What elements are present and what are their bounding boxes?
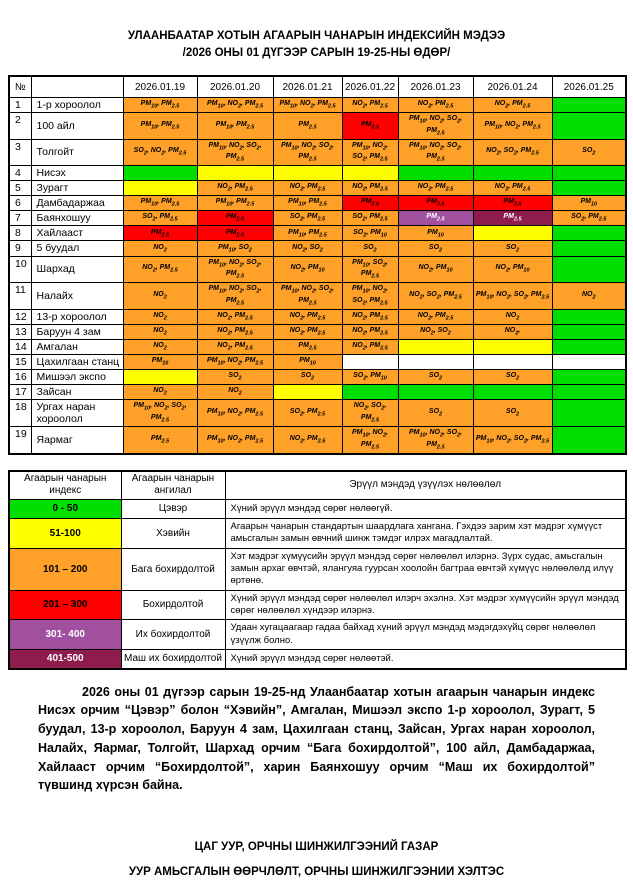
aqi-cell: $PM_{10}$, $PM_{2.5}$	[197, 112, 273, 139]
aqi-cell	[342, 354, 398, 369]
aqi-cell: $SO_2$	[398, 400, 473, 427]
aqi-cell: $PM_{10}$, $NO_2$, $PM_{2.5}$	[197, 354, 273, 369]
aqi-cell: $PM_{2.5}$	[342, 196, 398, 211]
row-number: 7	[9, 211, 31, 226]
station-name: Амгалан	[31, 339, 123, 354]
aqi-cell: $PM_{10}$, $NO_2$, $SO_2$, $PM_{2.5}$	[473, 283, 552, 310]
title-line1: УЛААНБААТАР ХОТЫН АГААРЫН ЧАНАРЫН ИНДЕКСИЙН МЭДЭЭ	[127, 30, 506, 42]
aqi-cell: $PM_{2.5}$	[473, 196, 552, 211]
aqi-cell: $NO_2$	[123, 339, 197, 354]
aqi-cell: $NO_2$, $PM_{2.5}$	[197, 324, 273, 339]
aqi-cell	[473, 385, 552, 400]
aqi-cell: $PM_{10}$, $PM_{2.5}$	[273, 196, 342, 211]
aqi-cell: $PM_{10}$, $NO_2$, $SO_2$, $PM_{2.5}$	[197, 256, 273, 283]
legend-header-row	[9, 471, 626, 500]
row-number: 11	[9, 283, 31, 310]
station-name: Ургах наран хороолол	[31, 400, 123, 427]
aqi-cell	[342, 385, 398, 400]
index-range: 51-100	[9, 518, 121, 548]
aqi-cell: $NO_2$, $PM_{2.5}$	[398, 97, 473, 112]
index-range: 101 – 200	[9, 548, 121, 590]
health-effect: Хүний эрүүл мэндэд сөрөг нөлөөтэй.	[225, 650, 626, 669]
aqi-cell: $NO_2$	[552, 283, 626, 310]
legend-row	[9, 548, 626, 590]
table-row	[9, 166, 626, 181]
aqi-cell: $NO_2$, $SO_2$	[273, 241, 342, 256]
aqi-cell: $PM_{10}$, $NO_2$, $SO_2$, $PM_{2.5}$	[273, 283, 342, 310]
aqi-cell	[552, 339, 626, 354]
aqi-cell: $PM_{2.5}$	[123, 427, 197, 454]
table-row	[9, 241, 626, 256]
table-row	[9, 139, 626, 166]
footer-line2: УУР АМЬСГАЛЫН ӨӨРЧЛӨЛТ, ОРЧНЫ ШИНЖИЛГЭЭНИИ ХЭЛТЭС	[128, 866, 505, 879]
footer-line1: ЦАГ УУР, ОРЧНЫ ШИНЖИЛГЭЭНИЙ ГАЗАР	[194, 841, 439, 853]
station-name: 13-р хороолол	[31, 309, 123, 324]
row-number: 12	[9, 309, 31, 324]
aqi-cell	[123, 181, 197, 196]
aqi-cell: $SO_2$	[473, 370, 552, 385]
aqi-cell: $SO_2$	[342, 241, 398, 256]
row-number: 10	[9, 256, 31, 283]
station-name: Баруун 4 зам	[31, 324, 123, 339]
health-effect: Агаарын чанарын стандартын шаардлага хангана. Гэхдээ зарим хэт мэдрэг хүмүүст амьсгалын замын өвчний шинж тэмдэг илрэх магадлалтай.	[225, 518, 626, 548]
aqi-cell: $NO_2$, $PM_{2.5}$	[342, 309, 398, 324]
aqi-cell: $NO_2$, $PM_{2.5}$	[473, 97, 552, 112]
station-name: Баянхошуу	[31, 211, 123, 226]
aqi-cell: $PM_{2.5}$	[342, 112, 398, 139]
aqi-cell: $NO_2$, $PM_{2.5}$	[342, 324, 398, 339]
aqi-cell: $PM_{2.5}$	[197, 226, 273, 241]
index-range: 301- 400	[9, 620, 121, 650]
page-title	[8, 28, 625, 61]
row-number: 9	[9, 241, 31, 256]
aqi-cell	[473, 166, 552, 181]
aqi-cell: $SO_2$, $PM_{2.5}$	[552, 211, 626, 226]
aqi-cell: $NO_2$, $PM_{2.5}$	[398, 309, 473, 324]
station-name: Толгойт	[31, 139, 123, 166]
aqi-cell: $PM_{10}$	[123, 354, 197, 369]
aqi-cell: $PM_{10}$, $NO_2$, $PM_{2.5}$	[473, 112, 552, 139]
aqi-cell: $PM_{10}$, $SO_2$	[197, 241, 273, 256]
aqi-cell	[552, 385, 626, 400]
station-name: Нисэх	[31, 166, 123, 181]
aqi-cell: $PM_{10}$, $NO_2$, $SO_2$, $PM_{2.5}$	[123, 400, 197, 427]
aqi-cell: $NO_2$,	[473, 324, 552, 339]
table-row	[9, 196, 626, 211]
table-row	[9, 181, 626, 196]
row-number: 15	[9, 354, 31, 369]
aqi-cell: $NO_2$, $PM_{2.5}$	[197, 339, 273, 354]
health-effect: Удаан хугацаагаар гадаа байхад хүний эрүүл мэндэд мэдэгдэхүйц сөрөг нөлөөлөл үзүүлж болно.	[225, 620, 626, 650]
date-column-header: 2026.01.22	[342, 76, 398, 97]
station-name: Шархад	[31, 256, 123, 283]
main-table-body	[9, 97, 626, 454]
table-row	[9, 97, 626, 112]
station-name: Яармаг	[31, 427, 123, 454]
row-number: 6	[9, 196, 31, 211]
legend-header-category: Агаарын чанарын ангилал	[121, 471, 225, 500]
row-number: 17	[9, 385, 31, 400]
aqi-cell: $NO_2$, $PM_{2.5}$	[342, 181, 398, 196]
aqi-cell: $SO_2$, $PM_{2.5}$	[273, 400, 342, 427]
aqi-cell: $NO_2$, $PM_{2.5}$	[273, 309, 342, 324]
aqi-cell: $PM_{10}$, $NO_2$, $SO_2$, $PM_{2.5}$	[473, 427, 552, 454]
row-number: 1	[9, 97, 31, 112]
aqi-cell	[552, 400, 626, 427]
aqi-cell	[552, 181, 626, 196]
station-name: Дамбадаржаа	[31, 196, 123, 211]
aqi-cell	[273, 385, 342, 400]
aqi-cell	[552, 241, 626, 256]
aqi-cell: $PM_{10}$, $NO_2$, $SO_2$, $PM_{2.5}$	[398, 427, 473, 454]
aqi-cell	[552, 354, 626, 369]
table-row	[9, 385, 626, 400]
aqi-cell: $PM_{10}$, $NO_2$, $SO_2$, $PM_{2.5}$	[398, 112, 473, 139]
aqi-cell: $SO_2$, $PM_{2.5}$	[273, 211, 342, 226]
date-column-header: 2026.01.24	[473, 76, 552, 97]
aqi-cell: $PM_{10}$, $NO_2$, $SO_2$, $PM_{2.5}$	[398, 139, 473, 166]
aqi-cell: $NO_2$, $SO_2$, $PM_{2.5}$	[473, 139, 552, 166]
category-label: Цэвэр	[121, 499, 225, 518]
aqi-cell	[552, 324, 626, 339]
aqi-cell: $PM_{10}$, $NO_2$, $SO_2$, $PM_{2.5}$	[342, 283, 398, 310]
table-row	[9, 112, 626, 139]
row-number: 19	[9, 427, 31, 454]
aqi-cell: $SO_2$	[552, 139, 626, 166]
row-number: 14	[9, 339, 31, 354]
aqi-cell: $NO_2$, $SO_2$, $PM_{2.5}$	[342, 400, 398, 427]
legend-row	[9, 590, 626, 620]
aqi-cell	[398, 354, 473, 369]
row-number: 16	[9, 370, 31, 385]
health-effect: Хүний эрүүл мэндэд сөрөг нөлөөгүй.	[225, 499, 626, 518]
aqi-cell	[398, 166, 473, 181]
legend-row	[9, 518, 626, 548]
aqi-cell: $NO_2$	[197, 385, 273, 400]
aqi-cell: $PM_{10}$, $PM_{2.5}$	[197, 196, 273, 211]
aqi-cell: $NO_2$, $PM_{2.5}$	[123, 256, 197, 283]
aqi-cell: $SO_2$, $NO_2$, $PM_{2.5}$	[123, 139, 197, 166]
aqi-cell: $PM_{2.5}$	[197, 211, 273, 226]
aqi-cell	[473, 339, 552, 354]
aqi-cell: $SO_2$	[473, 400, 552, 427]
table-row	[9, 427, 626, 454]
aqi-cell: $SO_2$	[273, 370, 342, 385]
aqi-cell: $PM_{2.5}$	[398, 196, 473, 211]
station-name: Хайлааст	[31, 226, 123, 241]
aqi-cell: $PM_{10}$, $NO_2$, $PM_{2.5}$	[197, 400, 273, 427]
aqi-cell: $PM_{10}$, $NO_2$, $PM_{2.5}$	[197, 97, 273, 112]
aqi-cell: $PM_{10}$, $PM_{2.5}$	[273, 226, 342, 241]
aqi-cell: $NO_2$, $PM_{2.5}$	[273, 181, 342, 196]
row-number: 4	[9, 166, 31, 181]
station-name: 5 буудал	[31, 241, 123, 256]
aqi-cell: $NO_2$, $PM_{2.5}$	[398, 181, 473, 196]
aqi-cell: $PM_{10}$, $SO_2$, $PM_{2.5}$	[342, 256, 398, 283]
aqi-cell: $PM_{2.5}$	[123, 226, 197, 241]
table-row	[9, 339, 626, 354]
legend-row	[9, 620, 626, 650]
aqi-cell: $NO_2$	[123, 283, 197, 310]
aqi-cell: $NO_2$, $PM_{2.5}$	[197, 181, 273, 196]
aqi-cell	[552, 97, 626, 112]
station-name: Зайсан	[31, 385, 123, 400]
table-row	[9, 309, 626, 324]
table-row	[9, 324, 626, 339]
aqi-cell	[398, 385, 473, 400]
table-row	[9, 354, 626, 369]
legend-row	[9, 499, 626, 518]
aqi-cell	[552, 112, 626, 139]
aqi-cell: $PM_{10}$, $PM_{2.5}$	[123, 97, 197, 112]
aqi-cell	[552, 427, 626, 454]
legend-header-effect: Эрүүл мэндэд үзүүлэх нөлөөлөл	[225, 471, 626, 500]
row-number: 18	[9, 400, 31, 427]
report-footer	[8, 835, 625, 886]
aqi-cell: $SO_2$	[197, 370, 273, 385]
aqi-cell: $SO_2$	[398, 370, 473, 385]
table-row	[9, 226, 626, 241]
aqi-cell: $PM_{10}$, $NO_2$, $SO_2$, $PM_{2.5}$	[197, 139, 273, 166]
aqi-cell: $NO_2$, $PM_{2.5}$	[197, 309, 273, 324]
category-label: Их бохирдолтой	[121, 620, 225, 650]
station-name: 1-р хороолол	[31, 97, 123, 112]
legend-table	[8, 470, 627, 670]
category-label: Бохирдолтой	[121, 590, 225, 620]
aqi-cell: $PM_{10}$, $NO_2$, $SO_2$, $PM_{2.5}$	[273, 139, 342, 166]
aqi-cell: $NO_2$, $PM_{10}$	[398, 256, 473, 283]
date-column-header: 2026.01.23	[398, 76, 473, 97]
legend-table-body	[9, 499, 626, 668]
aqi-cell	[197, 166, 273, 181]
row-number: 2	[9, 112, 31, 139]
station-name: 100 айл	[31, 112, 123, 139]
row-number: 13	[9, 324, 31, 339]
date-column-header: 2026.01.21	[273, 76, 342, 97]
aqi-cell	[552, 370, 626, 385]
summary-paragraph: 2026 оны 01 дүгээр сарын 19-25-нд Улаанбаатар хотын агаарын чанарын индекс Нисэх орчим “Цэвэр” болон “Хэвийн”, Амгалан, Мишээл экспо 1-р хороолол, Зурагт, 5 буудал, 13-р хороолол, Баруун 4 зам, Цахилгаан станц, Зайсан, Ургах наран хороолол, Налайх, Яармаг, Толгойт, Шархад орчим “Бага бохирдолтой”, 100 айл, Дамбадаржаа, Хайлааст орчим “Бохирдолтой”, харин Баянхошуу орчим “Маш их бохирдолтой” түвшинд хүрсэн байна.	[38, 684, 595, 793]
aqi-cell: $NO_2$, $PM_{2.5}$	[342, 97, 398, 112]
aqi-cell: $NO_2$, $PM_{10}$	[473, 256, 552, 283]
aqi-cell	[552, 256, 626, 283]
aqi-cell: $NO_2$, $PM_{2.5}$	[273, 324, 342, 339]
date-column-header: 2026.01.19	[123, 76, 197, 97]
aqi-cell: $NO_2$	[473, 309, 552, 324]
aqi-cell: $SO_2$, $PM_{10}$	[342, 226, 398, 241]
index-range: 201 – 300	[9, 590, 121, 620]
aqi-cell: $PM_{10}$, $NO_2$, $PM_{2.5}$	[342, 427, 398, 454]
table-row	[9, 370, 626, 385]
aqi-cell: $SO_2$, $PM_{10}$	[342, 370, 398, 385]
number-column-header: №	[9, 76, 31, 97]
legend-header-index: Агаарын чанарын индекс	[9, 471, 121, 500]
aqi-cell: $NO_2$	[123, 385, 197, 400]
aqi-cell: $NO_2$, $PM_{2.5}$	[342, 339, 398, 354]
aqi-cell: $PM_{2.5}$	[398, 211, 473, 226]
aqi-cell: $SO_2$	[398, 241, 473, 256]
aqi-cell: $NO_2$, $SO_2$, $PM_{2.5}$	[398, 283, 473, 310]
index-range: 401-500	[9, 650, 121, 669]
aqi-cell: $PM_{10}$	[273, 354, 342, 369]
station-name: Мишээл экспо	[31, 370, 123, 385]
aqi-cell	[123, 166, 197, 181]
date-column-header: 2026.01.25	[552, 76, 626, 97]
date-column-header: 2026.01.20	[197, 76, 273, 97]
aqi-cell: $PM_{10}$, $NO_2$, $SO_2$, $PM_{2.5}$	[197, 283, 273, 310]
aqi-cell: $NO_2$, $PM_{10}$	[273, 256, 342, 283]
station-name: Цахилгаан станц	[31, 354, 123, 369]
aqi-cell: $SO_2$, $PM_{2.5}$	[342, 211, 398, 226]
aqi-cell: $PM_{10}$, $NO_2$, $SO_2$, $PM_{2.5}$	[342, 139, 398, 166]
aqi-cell: $NO_2$, $SO_2$	[398, 324, 473, 339]
station-column-header	[31, 76, 123, 97]
row-number: 3	[9, 139, 31, 166]
aqi-cell: $SO_2$	[473, 241, 552, 256]
table-row	[9, 256, 626, 283]
aqi-cell: $NO_2$	[123, 241, 197, 256]
aqi-cell: $NO_2$, $PM_{2.5}$	[273, 427, 342, 454]
aqi-table-header-row	[9, 76, 626, 97]
aqi-cell: $PM_{10}$	[398, 226, 473, 241]
category-label: Маш их бохирдолтой	[121, 650, 225, 669]
aqi-cell: $PM_{2.5}$	[273, 112, 342, 139]
index-range: 0 - 50	[9, 499, 121, 518]
category-label: Бага бохирдолтой	[121, 548, 225, 590]
aqi-cell	[342, 166, 398, 181]
aqi-cell	[552, 166, 626, 181]
aqi-cell	[273, 166, 342, 181]
aqi-cell: $PM_{10}$, $NO_2$, $PM_{2.5}$	[273, 97, 342, 112]
aqi-cell: $PM_{10}$	[552, 196, 626, 211]
legend-row	[9, 650, 626, 669]
title-line2: /2026 ОНЫ 01 ДҮГЭЭР САРЫН 19-25-НЫ ӨДӨР/	[182, 46, 451, 59]
aqi-cell: $PM_{10}$, $PM_{2.5}$	[123, 112, 197, 139]
category-label: Хэвийн	[121, 518, 225, 548]
aqi-cell: $PM_{10}$, $PM_{2.5}$	[123, 196, 197, 211]
aqi-cell: $PM_{2.5}$	[473, 211, 552, 226]
table-row	[9, 400, 626, 427]
aqi-cell: $NO_2$	[123, 324, 197, 339]
row-number: 5	[9, 181, 31, 196]
table-row	[9, 211, 626, 226]
table-row	[9, 283, 626, 310]
health-effect: Хэт мэдрэг хүмүүсийн эрүүл мэндэд сөрөг нөлөөлөл илэрнэ. Зүрх судас, амьсгалын замын архаг өвчтэй, ялангуяа гуурсан хоолойн багтраа өвчтэй хүмүүс нөлөөлөлд илүү өртөнө.	[225, 548, 626, 590]
aqi-cell: $NO_2$	[123, 309, 197, 324]
station-name: Зурагт	[31, 181, 123, 196]
aqi-cell	[552, 309, 626, 324]
aqi-cell	[398, 339, 473, 354]
row-number: 8	[9, 226, 31, 241]
station-name: Налайх	[31, 283, 123, 310]
aqi-cell	[473, 226, 552, 241]
aqi-table	[8, 75, 627, 455]
health-effect: Хүний эрүүл мэндэд сөрөг нөлөөлөл илэрч эхэлнэ. Хэт мэдрэг хүмүүсийн эрүүл мэндэд сөрөг нөлөөлөл хүндээр илэрнэ.	[225, 590, 626, 620]
aqi-cell: $PM_{10}$, $NO_2$, $PM_{2.5}$	[197, 427, 273, 454]
aqi-cell	[473, 354, 552, 369]
aqi-cell: $NO_2$, $PM_{2.5}$	[473, 181, 552, 196]
aqi-cell	[552, 226, 626, 241]
aqi-cell: $PM_{2.5}$	[273, 339, 342, 354]
aqi-cell	[123, 370, 197, 385]
aqi-cell: $SO_2$, $PM_{2.5}$	[123, 211, 197, 226]
